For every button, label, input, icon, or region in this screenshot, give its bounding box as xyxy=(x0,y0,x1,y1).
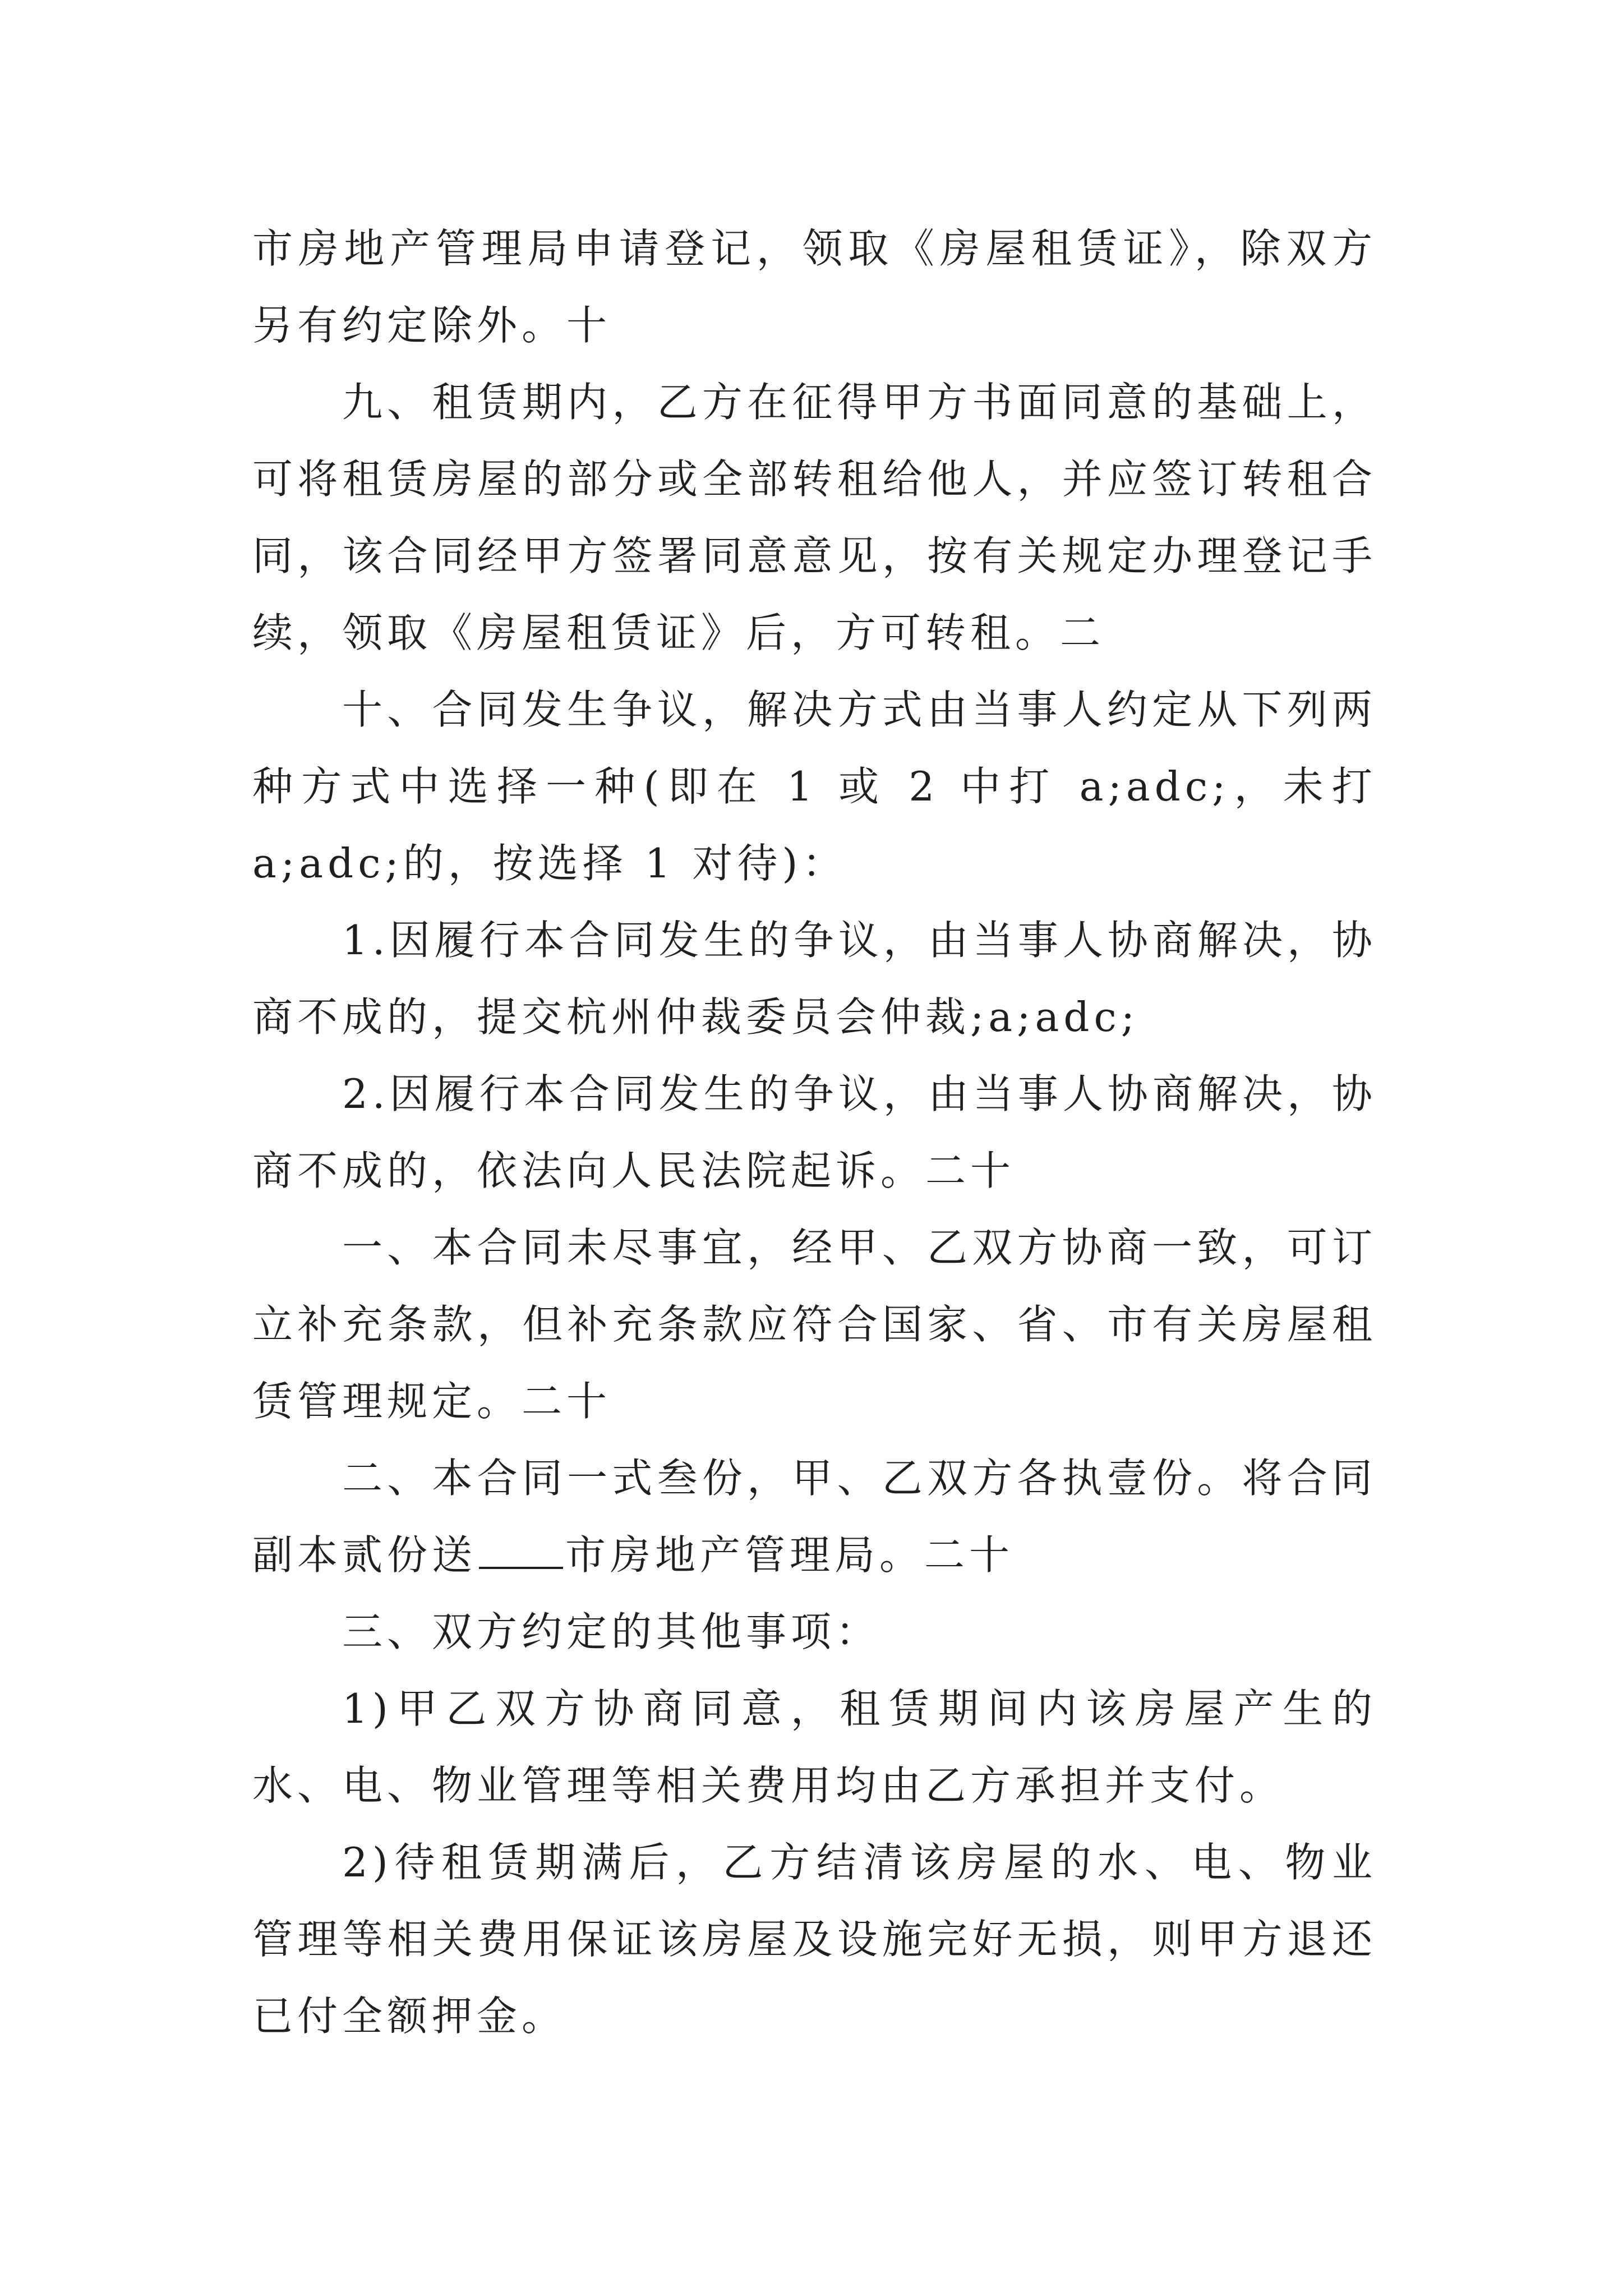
paragraph-clause-twenty: 十、合同发生争议，解决方式由当事人约定从下列两种方式中选择一种(即在 1 或 2 中打 a;adc;，未打 a;adc;的，按选择 1 对待)： xyxy=(252,686,1377,887)
paragraph-item-2: 2)待租赁期满后，乙方结清该房屋的水、电、物业管理等相关费用保证该房屋及设施完好无损，则甲方退还已付全额押金。 xyxy=(252,1839,1377,2040)
paragraph-clause-twenty-three: 三、双方约定的其他事项： xyxy=(342,1608,881,1655)
paragraph-clause-twenty-two xyxy=(252,1440,1377,1594)
paragraph-item-1: 1)甲乙双方协商同意，租赁期间内该房屋产生的水、电、物业管理等相关费用均由乙方承担并支付。 xyxy=(252,1685,1377,1809)
paragraph-clause-nineteen: 九、租赁期内，乙方在征得甲方书面同意的基础上，可将租赁房屋的部分或全部转租给他人，并应签订转租合同，该合同经甲方签署同意意见，按有关规定办理登记手续，领取《房屋租赁证》后，方可转租。二 xyxy=(252,379,1377,656)
clause-twenty-two-text-before-blank: 二、本合同一式叁份，甲、乙双方各执壹份。将合同副本贰份送 xyxy=(252,1455,1377,1579)
blank-fill-line xyxy=(479,1527,563,1569)
clause-twenty-two-text-after-blank: 市房地产管理局。二十 xyxy=(565,1531,1015,1579)
paragraph-continuation: 市房地产管理局申请登记，领取《房屋租赁证》，除双方另有约定除外。十 xyxy=(252,225,1377,349)
document-body xyxy=(252,210,1377,2055)
paragraph-clause-twenty-one: 一、本合同未尽事宜，经甲、乙双方协商一致，可订立补充条款，但补充条款应符合国家、省、市有关房屋租赁管理规定。二十 xyxy=(252,1224,1377,1425)
paragraph-option-1: 1.因履行本合同发生的争议，由当事人协商解决，协商不成的，提交杭州仲裁委员会仲裁;a;adc; xyxy=(252,917,1377,1041)
paragraph-option-2: 2.因履行本合同发生的争议，由当事人协商解决，协商不成的，依法向人民法院起诉。二十 xyxy=(252,1070,1377,1194)
